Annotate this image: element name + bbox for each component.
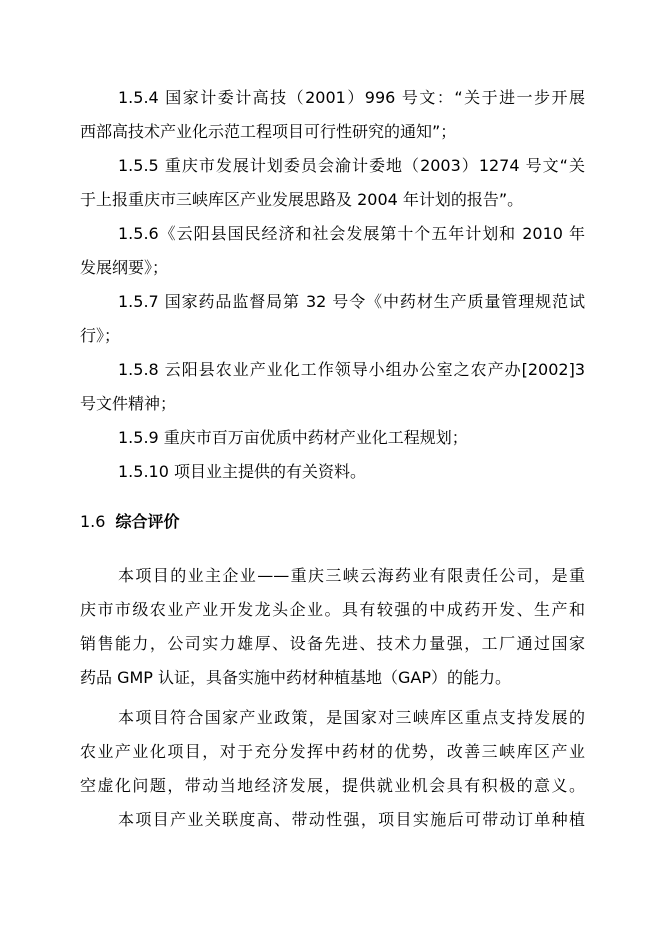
- reference-1-5-5-line-2: 于上报重庆市三峡库区产业发展思路及 2004 年计划的报告”。: [80, 190, 524, 209]
- section-number: 1.6: [80, 512, 106, 531]
- paragraph-1-line-3: 销售能力，公司实力雄厚、设备先进、技术力量强，工厂通过国家: [80, 634, 585, 653]
- paragraph-1-line-1: 本项目的业主企业——重庆三峡云海药业有限责任公司，是重: [118, 566, 585, 585]
- reference-1-5-4-line-2: 西部高技术产业化示范工程项目可行性研究的通知”；: [80, 122, 457, 141]
- reference-1-5-6-line-2: 发展纲要》；: [80, 258, 169, 277]
- reference-1-5-9: 1.5.9 重庆市百万亩优质中药材产业化工程规划；: [118, 428, 468, 447]
- reference-1-5-4-line-1: 1.5.4 国家计委计高技（2001）996 号文：“关于进一步开展: [118, 88, 585, 107]
- paragraph-1-line-2: 庆市市级农业产业开发龙头企业。具有较强的中成药开发、生产和: [80, 600, 585, 619]
- reference-1-5-10: 1.5.10 项目业主提供的有关资料。: [118, 462, 366, 481]
- reference-1-5-7-line-2: 行》；: [80, 326, 121, 345]
- paragraph-1-line-4: 药品 GMP 认证，具备实施中药材种植基地（GAP）的能力。: [80, 668, 512, 687]
- section-heading: [80, 512, 179, 532]
- paragraph-2-line-1: 本项目符合国家产业政策，是国家对三峡库区重点支持发展的: [118, 708, 585, 727]
- paragraph-3-line-1: 本项目产业关联度高、带动性强，项目实施后可带动订单种植: [118, 810, 585, 829]
- reference-1-5-8-line-2: 号文件精神；: [80, 394, 177, 413]
- reference-1-5-8-line-1: 1.5.8 云阳县农业产业化工作领导小组办公室之农产办[2002]3: [118, 360, 585, 379]
- reference-1-5-7-line-1: 1.5.7 国家药品监督局第 32 号令《中药材生产质量管理规范试: [118, 292, 585, 311]
- paragraph-2-line-3: 空虚化问题，带动当地经济发展，提供就业机会具有积极的意义。: [80, 776, 585, 795]
- reference-1-5-5-line-1: 1.5.5 重庆市发展计划委员会渝计委地（2003）1274 号文“关: [118, 156, 585, 175]
- section-title: 综合评价: [115, 512, 180, 531]
- paragraph-2-line-2: 农业产业化项目，对于充分发挥中药材的优势，改善三峡库区产业: [80, 742, 585, 761]
- reference-1-5-6-line-1: 1.5.6《云阳县国民经济和社会发展第十个五年计划和 2010 年: [118, 224, 585, 243]
